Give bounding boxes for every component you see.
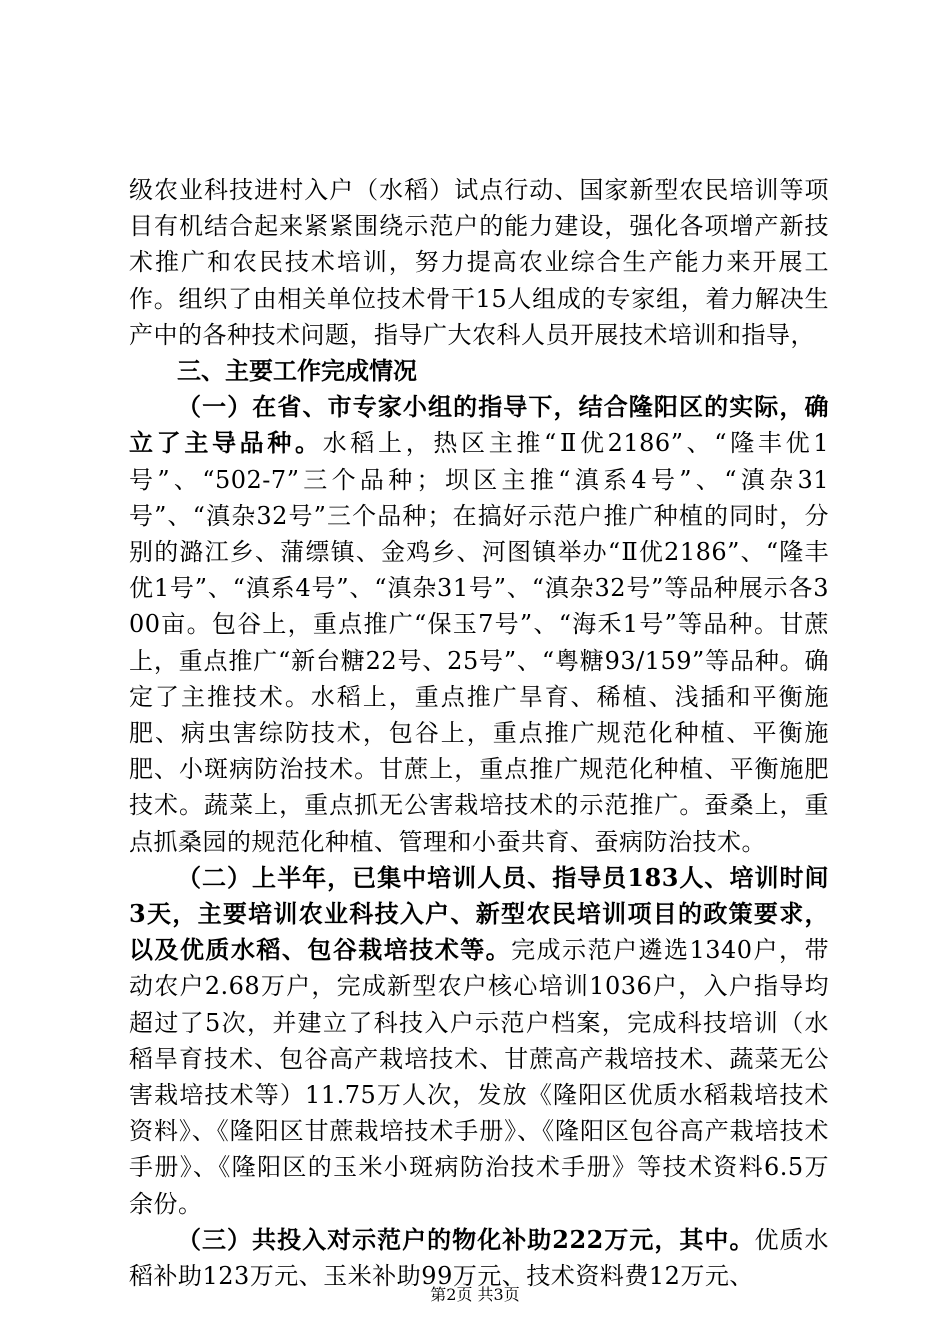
section-heading: 三、主要工作完成情况 <box>177 356 417 386</box>
page-footer <box>0 1285 950 1305</box>
paragraph-item-1 <box>129 389 829 860</box>
page-number: 第2页 共3页 <box>430 1285 520 1304</box>
paragraph-lead-bold: （三）共投入对示范户的物化补助222万元，其中。 <box>177 1224 755 1254</box>
paragraph-text: 级农业科技进村入户（水稻）试点行动、国家新型农民培训等项目有机结合起来紧紧围绕示范户的能力建设，强化各项增产新技术推广和农民技术培训，努力提高农业综合生产能力来开展工作。组织了由相关单位技术骨干15人组成的专家组，着力解决生产中的各种技术问题，指导广大农科人员开展技术培训和指导， <box>129 176 829 349</box>
paragraph-text: 优质水稻补助123万元、玉米补助99万元、技术资料费12万元、 <box>129 1225 830 1291</box>
paragraph-lead-bold: （二）上半年，已集中培训人员、指导员183人、培训时间3天，主要培训农业科技入户、新型农民培训项目的政策要求，以及优质水稻、包谷栽培技术等。 <box>129 862 829 965</box>
paragraph-intro-continuation <box>129 172 829 353</box>
paragraph-item-2 <box>129 860 829 1222</box>
paragraph-item-3 <box>129 1222 829 1294</box>
paragraph-text: 完成示范户遴选1340户，带动农户2.68万户，完成新型农户核心培训1036户，入户指导均超过了5次，并建立了科技入户示范户档案，完成科技培训（水稻旱育技术、包谷高产栽培技术、甘蔗高产栽培技术、蔬菜无公害栽培技术等）11.75万人次，发放《隆阳区优质水稻栽培技术资料》、《隆阳区甘蔗栽培技术手册》、《隆阳区包谷高产栽培技术手册》、《隆阳区的玉米小斑病防治技术手册》等技术资料6.5万余份。 <box>129 936 830 1218</box>
paragraph-text: 水稻上，热区主推“Ⅱ优2186”、“隆丰优1号”、“502-7”三个品种；坝区主推“滇系4号”、“滇杂31号”、“滇杂32号”三个品种；在搞好示范户推广种植的同时，分别的潞江乡、蒲缥镇、金鸡乡、河图镇举办“Ⅱ优2186”、“隆丰优1号”、“滇系4号”、“滇杂31号”、“滇杂32号”等品种展示各300亩。包谷上，重点推广“保玉7号”、“海禾1号”等品种。甘蔗上，重点推广“新台糖22号、25号”、“粤糖93/159”等品种。确定了主推技术。水稻上，重点推广旱育、稀植、浅插和平衡施肥、病虫害综防技术，包谷上，重点推广规范化种植、平衡施肥、小斑病防治技术。甘蔗上，重点推广规范化种植、平衡施肥技术。蔬菜上，重点抓无公害栽培技术的示范推广。蚕桑上，重点抓桑园的规范化种植、管理和小蚕共育、蚕病防治技术。 <box>129 429 830 856</box>
paragraph-lead-bold: （一）在省、市专家小组的指导下，结合隆阳区的实际，确立了主导品种。 <box>129 392 829 458</box>
document-body <box>129 172 829 1294</box>
